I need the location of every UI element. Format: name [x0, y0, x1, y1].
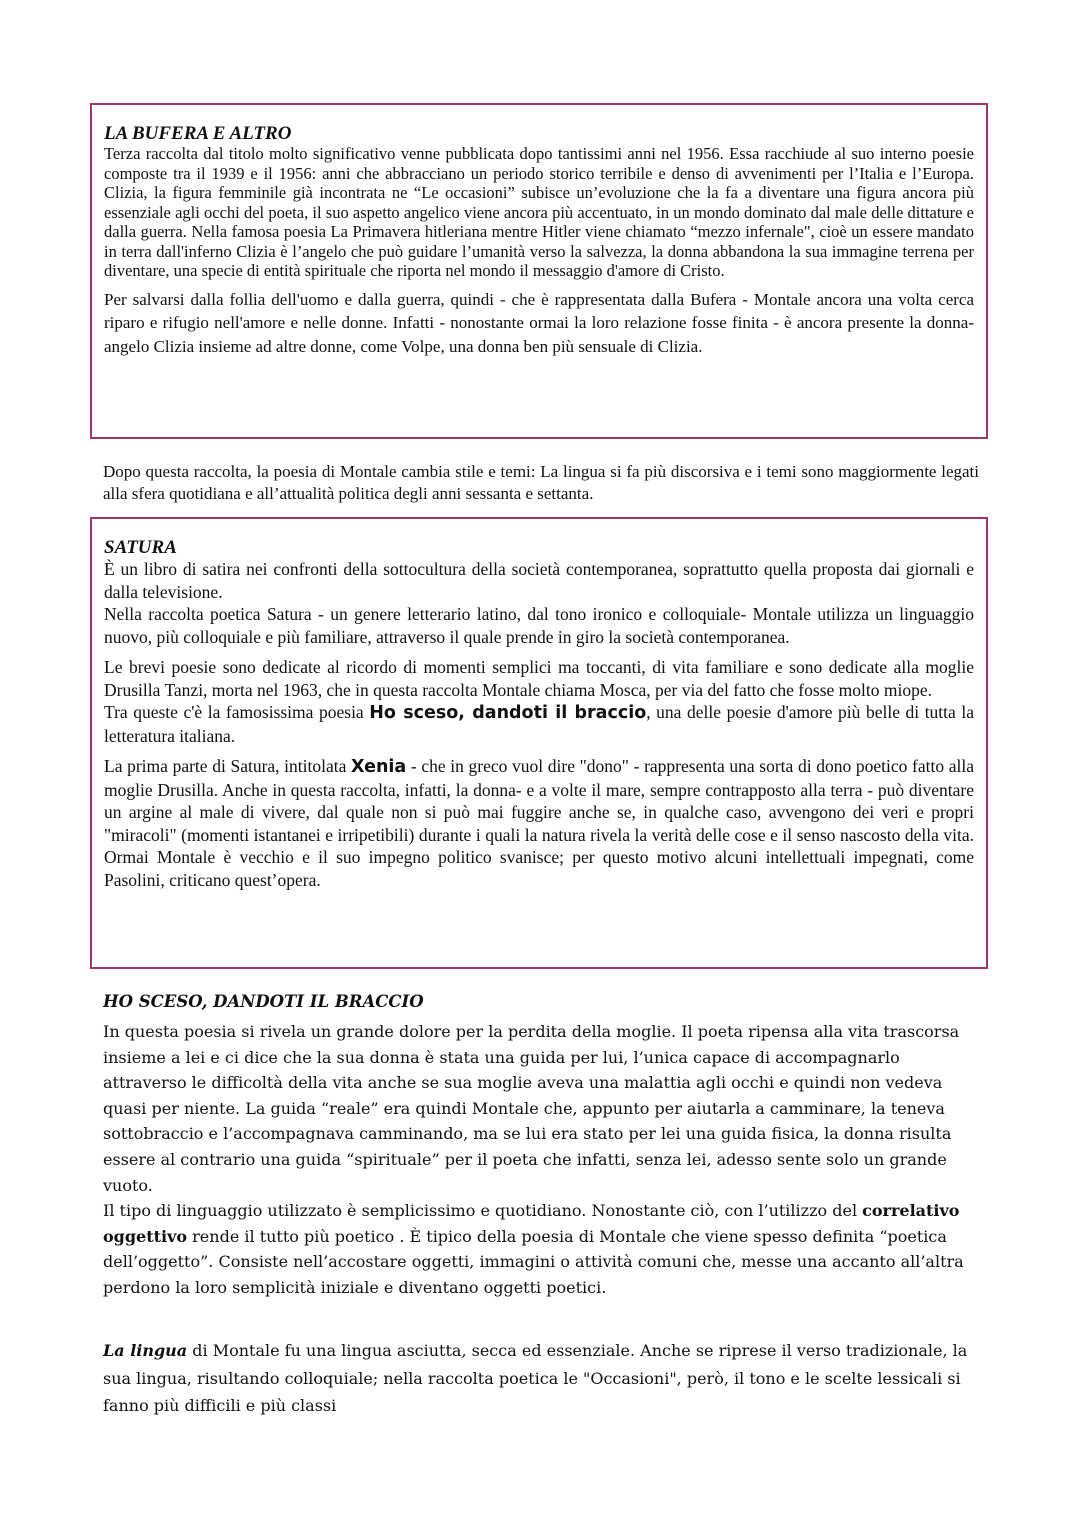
bufera-paragraph-2: Per salvarsi dalla follia dell'uomo e dalla guerra, quindi - che è rappresentata dalla Bufera - Montale ancora una volta cerca riparo e rifugio nell'amore e nelle donne. Infatti - nonostante ormai la loro relazione fosse finita - è ancora presente la donna-angelo Clizia insieme ad altre donne, come Volpe, una donna ben più sensuale di Clizia. [104, 289, 974, 356]
poem-title-emphasis: Ho sceso, dandoti il braccio [369, 703, 647, 723]
xenia-emphasis: Xenia [351, 757, 407, 777]
transition-paragraph: Dopo questa raccolta, la poesia di Montale cambia stile e temi: La lingua si fa più discorsiva e i temi sono maggiormente legati alla sfera quotidiana e all’attualità politica degli anni sessanta e settanta. [103, 462, 979, 503]
satura-paragraph-1b: Nella raccolta poetica Satura - un genere letterario latino, dal tono ironico e colloquiale- Montale utilizza un linguaggio nuovo, più colloquiale e più familiare, attraverso il quale prende in giro la società contemporanea. [104, 604, 974, 647]
satura-paragraph-4 [104, 755, 974, 891]
satura-p3-text: Tra queste c'è la famosissima poesia [104, 702, 370, 722]
satura-paragraph-2: Le brevi poesie sono dedicate al ricordo di momenti semplici ma toccanti, di vita familiare e sono dedicate alla moglie Drusilla Tanzi, morta nel 1963, che in questa raccolta Montale chiama Mosca, per via del fatto che fosse molto miope. [104, 657, 974, 700]
section-p2-text: Il tipo di linguaggio utilizzato è semplicissimo e quotidiano. Nonostante ciò, con l’utilizzo del [103, 1201, 863, 1221]
correlativo-emphasis: correlativo oggettivo [103, 1201, 960, 1246]
section-body [103, 1019, 983, 1301]
section-title: HO SCESO, DANDOTI IL BRACCIO [103, 992, 424, 1011]
section-paragraph-1: In questa poesia si rivela un grande dolore per la perdita della moglie. Il poeta ripensa alla vita trascorsa insieme a lei e ci dice che la sua donna è stata una guida per lui, l’unica capace di accompagnarlo attraverso le difficoltà della vita anche se sua moglie aveva una malattia agli occhi e quindi non vedeva quasi per niente. La guida “reale” era quindi Montale che, appunto per aiutarla a camminare, la teneva sottobraccio e l’accompagnava camminando, ma se lui era stato per lei una guida fisica, la donna risulta essere al contrario una guida “spirituale” per il poeta che infatti, senza lei, adesso sente solo un grande vuoto. [103, 1022, 960, 1195]
bufera-title: LA BUFERA E ALTRO [104, 123, 292, 144]
section-paragraph-2 [103, 1198, 983, 1300]
section-p2-rest: rende il tutto più poetico . È tipico della poesia di Montale che viene spesso definita “poetica dell’oggetto”. Consiste nell’accostare oggetti, immagini o attività comuni che, messe una accanto all’altra perdono la loro semplicità iniziale e diventano oggetti poetici. [103, 1226, 964, 1297]
satura-p4-rest: - che in greco vuol dire "dono" - rappresenta una sorta di dono poetico fatto alla moglie Drusilla. Anche in questa raccolta, infatti, la donna- e a volte il mare, sempre contrapposto alla terra - può diventare un argine al male di vivere, dal quale non si può mai fuggire anche se, in qualche caso, avvengono dei veri e propri "miracoli" (momenti istantanei e irripetibili) durante i quali la natura rivela la verità delle cose e il senso nascosto della vita. Ormai Montale è vecchio e il suo impegno politico svanisce; per questo motivo alcuni intellettuali impegnati, come Pasolini, criticano quest’opera. [104, 756, 974, 890]
satura-paragraph-3 [104, 701, 974, 747]
lingua-lead: La lingua [103, 1341, 188, 1360]
bufera-box [90, 103, 988, 439]
bufera-paragraph-1: Terza raccolta dal titolo molto significativo venne pubblicata dopo tantissimi anni nel 1956. Essa racchiude al suo interno poesie composte tra il 1939 e il 1956: anni che abbracciano un periodo storico terribile e denso di avvenimenti per l’Italia e l’Europa. Clizia, la figura femminile già incontrata ne “Le occasioni” subisce un’evoluzione che la fa a diventare una figura ancora più essenziale agli occhi del poeta, il suo aspetto angelico viene ancora più accentuato, in un mondo dominato dal male delle dittature e dalla guerra. Nella famosa poesia La Primavera hitleriana mentre Hitler viene chiamato “mezzo infernale", cioè un essere mandato in terra dall'inferno Clizia è l’angelo che può guidare l’umanità verso la salvezza, la donna abbandona la sua immagine terrena per diventare, una specie di entità spirituale che riporta nel mondo il messaggio d'amore di Cristo. [104, 144, 974, 280]
satura-p3-rest: , una delle poesie d'amore più belle di tutta la letteratura italiana. [104, 702, 974, 746]
satura-box [90, 517, 988, 969]
lingua-text: di Montale fu una lingua asciutta, secca ed essenziale. Anche se riprese il verso tradizionale, la sua lingua, risultando colloquiale; nella raccolta poetica le "Occasioni", però, il tono e le scelte lessicali si fanno più difficili e più classi [103, 1341, 968, 1415]
lingua-paragraph [103, 1337, 983, 1420]
satura-title: SATURA [104, 537, 177, 558]
satura-paragraph-1a: È un libro di satira nei confronti della sottocultura della società contemporanea, soprattutto quella proposta dai giornali e dalla televisione. [104, 559, 974, 602]
satura-p4-text: La prima parte di Satura, intitolata [104, 756, 352, 776]
